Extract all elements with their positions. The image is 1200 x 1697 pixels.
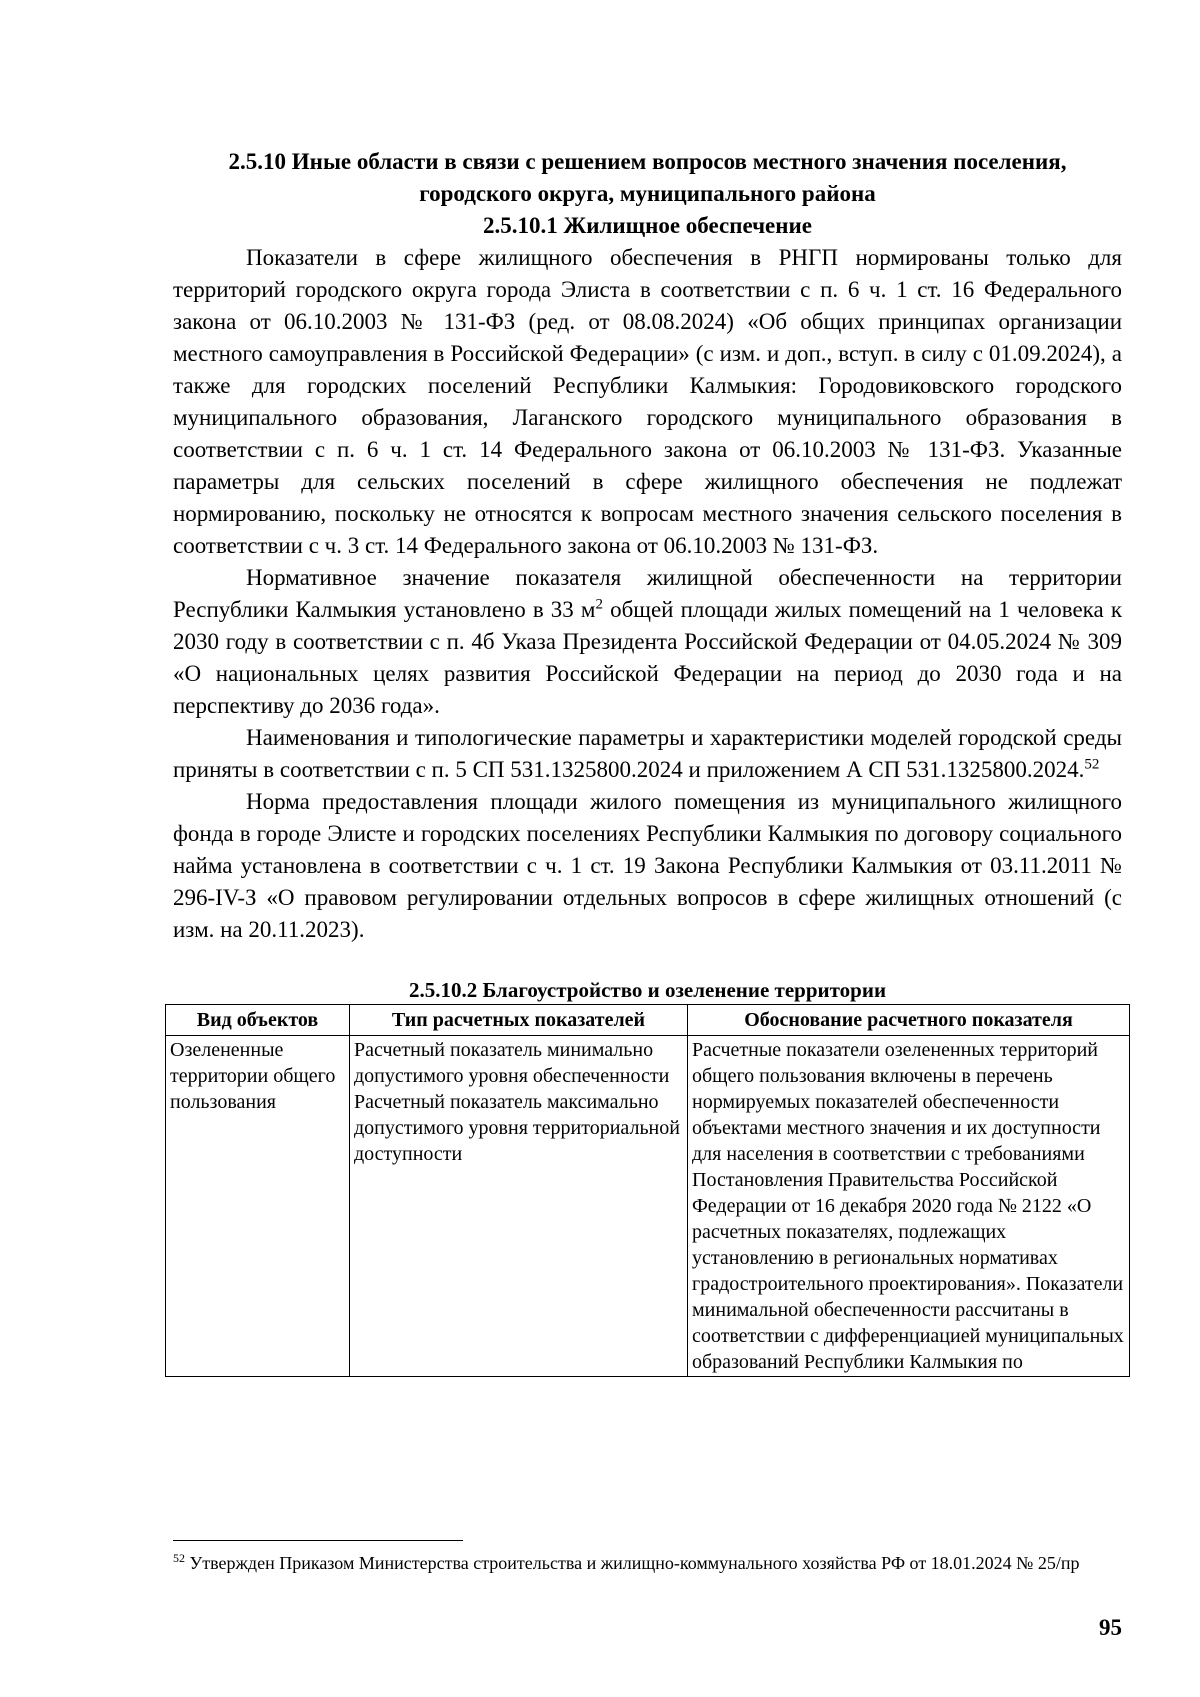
footnote-text: Утвержден Приказом Министерства строительства и жилищно-коммунального хозяйства РФ от 18.01.2024 № 25/пр: [185, 1553, 1080, 1573]
housing-norm-text-end: общей площади жилых помещений на 1 человека к 2030 году в соответствии с п. 4б Указа Президента Российской Федерации от 04.05.2024 № 309 «О национальных целях развития Российской Федерации на период до 2030 года и на перспективу до 2036 года».: [173, 597, 1122, 718]
section-heading-line-1: 2.5.10 Иные области в связи с решением вопросов местного значения поселения,: [228, 149, 1067, 174]
column-header-object-type: Вид объектов: [166, 1005, 350, 1036]
footnote-separator: [173, 1540, 463, 1541]
column-header-justification: Обоснование расчетного показателя: [688, 1005, 1130, 1036]
square-superscript: 2: [595, 596, 603, 613]
subsection-heading: 2.5.10.1 Жилищное обеспечение: [483, 213, 812, 238]
cell-indicator-type: [350, 1036, 688, 1377]
cell-object-type: Озелененные территории общего пользования: [166, 1036, 350, 1377]
paragraph-urban-models: [173, 722, 1122, 786]
paragraph-housing-norm: [173, 562, 1122, 722]
table-title: 2.5.10.2 Благоустройство и озеленение территории: [408, 978, 887, 1002]
cell-justification: Расчетные показатели озелененных территорий общего пользования включены в перечень нормируемых показателей обеспеченности объектами местного значения и их доступности для населения в соответствии с требованиями Постановления Правительства Российской Федерации от 16 декабря 2020 года № 2122 «О расчетных показателях, подлежащих установлению в региональных нормативах градостроительного проектирования». Показатели минимальной обеспеченности рассчитаны в соответствии с дифференциацией муниципальных образований Республики Калмыкия по: [688, 1036, 1130, 1377]
page-number: 95: [1099, 1615, 1122, 1640]
footnote-number: 52: [173, 1551, 185, 1565]
section-heading-line-2: городского округа, муниципального района: [419, 181, 876, 206]
indicator-min-provision: Расчетный показатель минимально допустимого уровня обеспеченности: [354, 1039, 670, 1087]
housing-norm-text-start: Нормативное значение показателя жилищной обеспеченности на территории Республики Калмыкия установлено в 33 м: [173, 565, 1122, 622]
paragraph-housing-provision: Норма предоставления площади жилого помещения из муниципального жилищного фонда в городе Элисте и городских поселениях Республики Калмыкия по договору социального найма установлена в соответствии с ч. 1 ст. 19 Закона Республики Калмыкия от 03.11.2011 № 296-IV-З «О правовом регулировании отдельных вопросов в сфере жилищных отношений (с изм. на 20.11.2023).: [173, 789, 1122, 942]
indicators-table: [165, 1004, 1130, 1377]
page-content: [170, 146, 1124, 1377]
indicator-max-accessibility: Расчетный показатель максимально допустимого уровня территориальной доступности: [354, 1091, 680, 1165]
table-header-row: [166, 1005, 1130, 1036]
table-row: [166, 1036, 1130, 1377]
footnote-reference: 52: [1084, 756, 1100, 773]
footnote: [173, 1551, 1122, 1575]
paragraph-housing-scope: Показатели в сфере жилищного обеспечения в РНГП нормированы только для территорий городского округа города Элиста в соответствии с п. 6 ч. 1 ст. 16 Федерального закона от 06.10.2003 № 131-ФЗ (ред. от 08.08.2024) «Об общих принципах организации местного самоуправления в Российской Федерации» (с изм. и доп., вступ. в силу с 01.09.2024), а также для городских поселений Республики Калмыкия: Городовиковского городского муниципального образования, Лаганского городского муниципального образования в соответствии с п. 6 ч. 1 ст. 14 Федерального закона от 06.10.2003 № 131-ФЗ. Указанные параметры для сельских поселений в сфере жилищного обеспечения не подлежат нормированию, поскольку не относятся к вопросам местного значения сельского поселения в соответствии с ч. 3 ст. 14 Федерального закона от 06.10.2003 № 131-ФЗ.: [173, 245, 1122, 558]
column-header-indicator-type: Тип расчетных показателей: [350, 1005, 688, 1036]
urban-models-text: Наименования и типологические параметры и характеристики моделей городской среды приняты в соответствии с п. 5 СП 531.1325800.2024 и приложением А СП 531.1325800.2024.: [173, 725, 1122, 782]
